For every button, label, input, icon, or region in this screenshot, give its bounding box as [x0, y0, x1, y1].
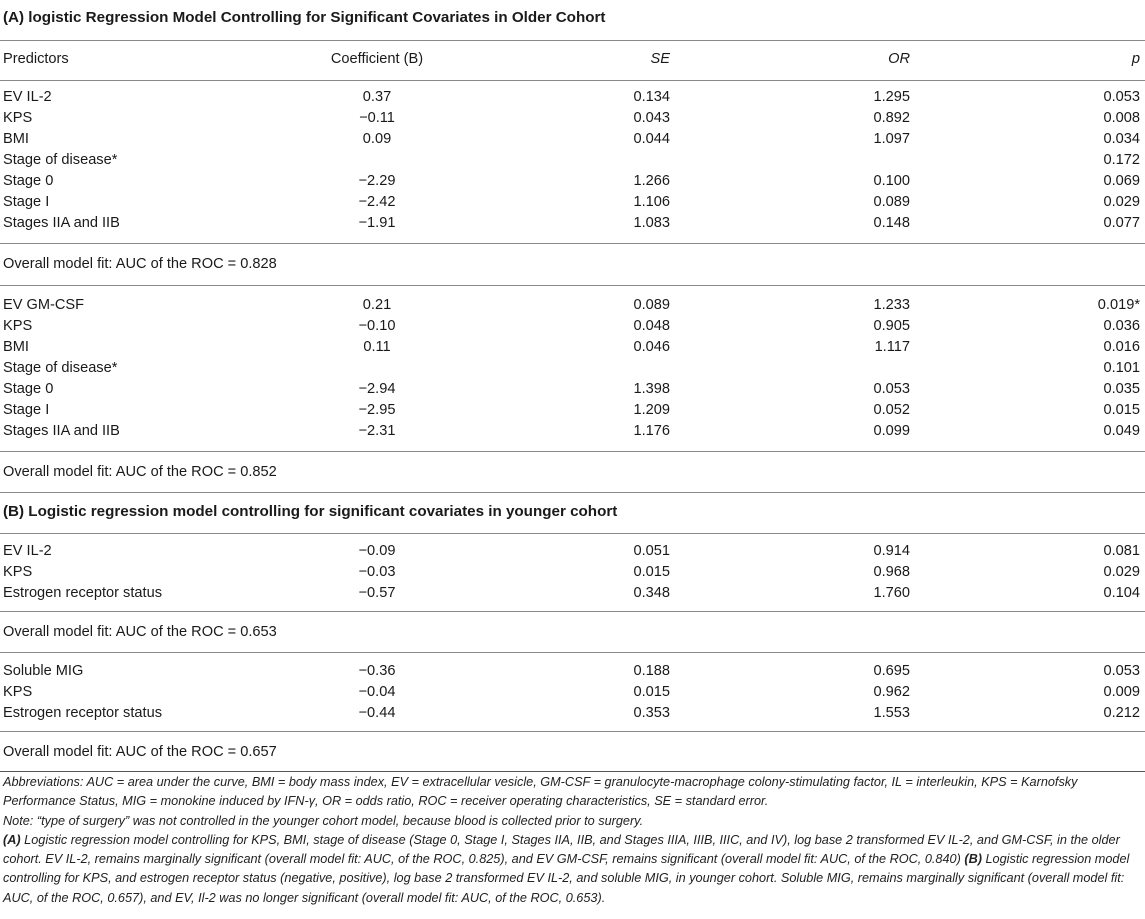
row-coef: −2.95 — [358, 402, 396, 418]
divider — [0, 243, 1145, 244]
row-label: EV IL-2 — [3, 89, 52, 105]
row-se: 0.015 — [633, 684, 670, 700]
row-p: 0.049 — [1103, 423, 1140, 439]
header-predictors: Predictors — [3, 51, 69, 67]
row-se: 0.044 — [633, 131, 670, 147]
table-row — [0, 192, 1145, 212]
row-or: 0.892 — [873, 110, 910, 126]
divider — [0, 652, 1145, 653]
section-b-title: (B) Logistic regression model controlling for significant covariates in younger cohort — [3, 503, 618, 520]
row-coef: −2.31 — [358, 423, 396, 439]
row-p: 0.077 — [1103, 215, 1140, 231]
row-coef: −0.44 — [358, 705, 396, 721]
row-p: 0.034 — [1103, 131, 1140, 147]
divider — [0, 611, 1145, 612]
row-or: 0.905 — [873, 318, 910, 334]
row-or: 1.553 — [873, 705, 910, 721]
table-row — [0, 661, 1145, 681]
row-se: 0.043 — [633, 110, 670, 126]
row-p: 0.029 — [1103, 564, 1140, 580]
row-p: 0.212 — [1103, 705, 1140, 721]
divider — [0, 533, 1145, 534]
row-p: 0.009 — [1103, 684, 1140, 700]
table-row — [0, 316, 1145, 336]
row-p: 0.019* — [1097, 297, 1140, 313]
row-label: Stage I — [3, 402, 50, 418]
row-label: Stage 0 — [3, 381, 54, 397]
header-coefficient: Coefficient (B) — [330, 51, 424, 67]
row-coef: 0.11 — [363, 339, 391, 355]
row-label: KPS — [3, 564, 33, 580]
row-or: 0.695 — [873, 663, 910, 679]
row-or: 0.099 — [873, 423, 910, 439]
row-p: 0.172 — [1103, 152, 1140, 168]
row-se: 0.089 — [633, 297, 670, 313]
row-or: 1.233 — [873, 297, 910, 313]
table-row — [0, 108, 1145, 128]
row-se: 1.209 — [633, 402, 670, 418]
row-se: 0.051 — [633, 543, 670, 559]
row-se: 0.048 — [633, 318, 670, 334]
panel-a-label: (A) — [3, 832, 21, 847]
divider — [0, 80, 1145, 81]
row-label: Soluble MIG — [3, 663, 84, 679]
row-label: EV GM-CSF — [3, 297, 85, 313]
row-p: 0.008 — [1103, 110, 1140, 126]
row-coef: −0.10 — [358, 318, 396, 334]
row-se: 1.176 — [633, 423, 670, 439]
row-or: 0.914 — [873, 543, 910, 559]
row-label: Stages IIA and IIB — [3, 423, 120, 439]
row-coef: −0.09 — [358, 543, 396, 559]
row-label: BMI — [3, 339, 29, 355]
row-coef: 0.09 — [362, 131, 392, 147]
row-p: 0.104 — [1103, 585, 1140, 601]
row-coef: −0.11 — [359, 110, 395, 126]
row-se: 0.046 — [633, 339, 670, 355]
row-coef: 0.37 — [362, 89, 392, 105]
table-row — [0, 171, 1145, 191]
row-label: KPS — [3, 684, 33, 700]
row-se: 0.348 — [633, 585, 670, 601]
row-p: 0.069 — [1103, 173, 1140, 189]
divider — [0, 492, 1145, 493]
model-fit-b1: Overall model fit: AUC of the ROC = 0.653 — [3, 624, 277, 640]
row-or: 0.053 — [873, 381, 910, 397]
row-p: 0.016 — [1103, 339, 1140, 355]
row-or: 0.148 — [873, 215, 910, 231]
divider — [0, 451, 1145, 452]
table-row — [0, 358, 1145, 378]
divider — [0, 40, 1145, 41]
row-label: Stage of disease* — [3, 152, 118, 168]
row-or: 0.968 — [873, 564, 910, 580]
divider — [0, 731, 1145, 732]
model-fit-a1: Overall model fit: AUC of the ROC = 0.828 — [3, 256, 277, 272]
row-p: 0.053 — [1103, 89, 1140, 105]
row-se: 1.106 — [633, 194, 670, 210]
header-se: SE — [650, 51, 670, 67]
row-se: 0.353 — [633, 705, 670, 721]
row-or: 1.295 — [873, 89, 910, 105]
row-p: 0.101 — [1103, 360, 1140, 376]
row-p: 0.029 — [1103, 194, 1140, 210]
table-row — [0, 150, 1145, 170]
row-label: Stage of disease* — [3, 360, 118, 376]
row-or: 0.100 — [873, 173, 910, 189]
header-or: OR — [888, 51, 910, 67]
table-row — [0, 379, 1145, 399]
table-row — [0, 703, 1145, 723]
section-a-title: (A) logistic Regression Model Controlling for Significant Covariates in Older Cohort — [3, 9, 606, 26]
table-row — [0, 682, 1145, 702]
row-coef: −2.42 — [358, 194, 396, 210]
row-coef: −1.91 — [358, 215, 396, 231]
row-or: 1.760 — [873, 585, 910, 601]
panel-b-note: Logistic regression model controlling for KPS, and estrogen receptor status (negative, positive), log base 2 transformed EV IL-2, and soluble MIG, in younger cohort. Soluble MIG, remains marginally significant (overall model fit: AUC, of the ROC, 0.657), and EV, Il-2 was no longer significant (overall model fit: AUC, of the ROC, 0.653). — [3, 852, 1130, 905]
panel-a-note: Logistic regression model controlling for KPS, BMI, stage of disease (Stage 0, Stage I, Stages IIA, IIB, and Stages IIIA, IIIB, IIIC, and IV), log base 2 transformed EV IL-2, and GM-CSF, in the older cohort. EV IL-2, remains marginally significant (overall model fit: AUC, of the ROC, 0.825), and EV GM-CSF, remains significant (overall model fit: AUC, of the ROC, 0.840) — [3, 832, 1120, 867]
panel-notes — [3, 831, 1141, 908]
surgery-note: Note: “type of surgery” was not controlled in the younger cohort model, because blood is collected prior to surgery. — [3, 813, 644, 828]
row-label: Estrogen receptor status — [3, 585, 162, 601]
row-or: 1.117 — [874, 339, 910, 355]
table-row — [0, 337, 1145, 357]
row-se: 1.398 — [633, 381, 670, 397]
table-row — [0, 295, 1145, 315]
row-se: 0.134 — [633, 89, 670, 105]
row-se: 0.015 — [633, 564, 670, 580]
table-bottom-rule — [0, 771, 1145, 772]
row-p: 0.036 — [1103, 318, 1140, 334]
header-p: p — [1131, 51, 1140, 67]
row-or: 0.962 — [873, 684, 910, 700]
row-coef: −0.04 — [358, 684, 396, 700]
table-row — [0, 129, 1145, 149]
row-label: BMI — [3, 131, 29, 147]
abbreviations-note: Abbreviations: AUC = area under the curve, BMI = body mass index, EV = extracellular vesicle, GM-CSF = granulocyte-macrophage colony-stimulating factor, IL = interleukin, KPS = Karnofsky Performance Status, MIG = monokine induced by IFN-γ, OR = odds ratio, ROC = receiver operating characteristics, SE = standard error. — [3, 775, 1078, 809]
table-row — [0, 541, 1145, 561]
table-row — [0, 583, 1145, 603]
row-or: 0.089 — [873, 194, 910, 210]
row-or: 0.052 — [873, 402, 910, 418]
model-fit-b2: Overall model fit: AUC of the ROC = 0.657 — [3, 744, 277, 760]
row-p: 0.053 — [1103, 663, 1140, 679]
model-fit-a2: Overall model fit: AUC of the ROC = 0.852 — [3, 464, 277, 480]
row-coef: −0.57 — [358, 585, 396, 601]
row-label: Estrogen receptor status — [3, 705, 162, 721]
row-coef: −0.03 — [358, 564, 396, 580]
row-or: 1.097 — [873, 131, 910, 147]
table-row — [0, 213, 1145, 233]
row-p: 0.015 — [1103, 402, 1140, 418]
table-header — [0, 49, 1145, 69]
table-row — [0, 400, 1145, 420]
row-label: Stages IIA and IIB — [3, 215, 120, 231]
row-p: 0.035 — [1103, 381, 1140, 397]
row-label: Stage 0 — [3, 173, 54, 189]
row-label: KPS — [3, 110, 33, 126]
table-row — [0, 421, 1145, 441]
divider — [0, 285, 1145, 286]
row-coef: −0.36 — [358, 663, 396, 679]
row-label: Stage I — [3, 194, 50, 210]
row-label: EV IL-2 — [3, 543, 52, 559]
row-coef: 0.21 — [362, 297, 392, 313]
row-label: KPS — [3, 318, 33, 334]
row-se: 0.188 — [633, 663, 670, 679]
panel-b-label: (B) — [964, 852, 982, 867]
row-p: 0.081 — [1103, 543, 1140, 559]
table-row — [0, 87, 1145, 107]
row-se: 1.083 — [633, 215, 670, 231]
table-row — [0, 562, 1145, 582]
row-coef: −2.94 — [358, 381, 396, 397]
row-coef: −2.29 — [358, 173, 396, 189]
table-footnotes — [3, 773, 1141, 908]
row-se: 1.266 — [633, 173, 670, 189]
